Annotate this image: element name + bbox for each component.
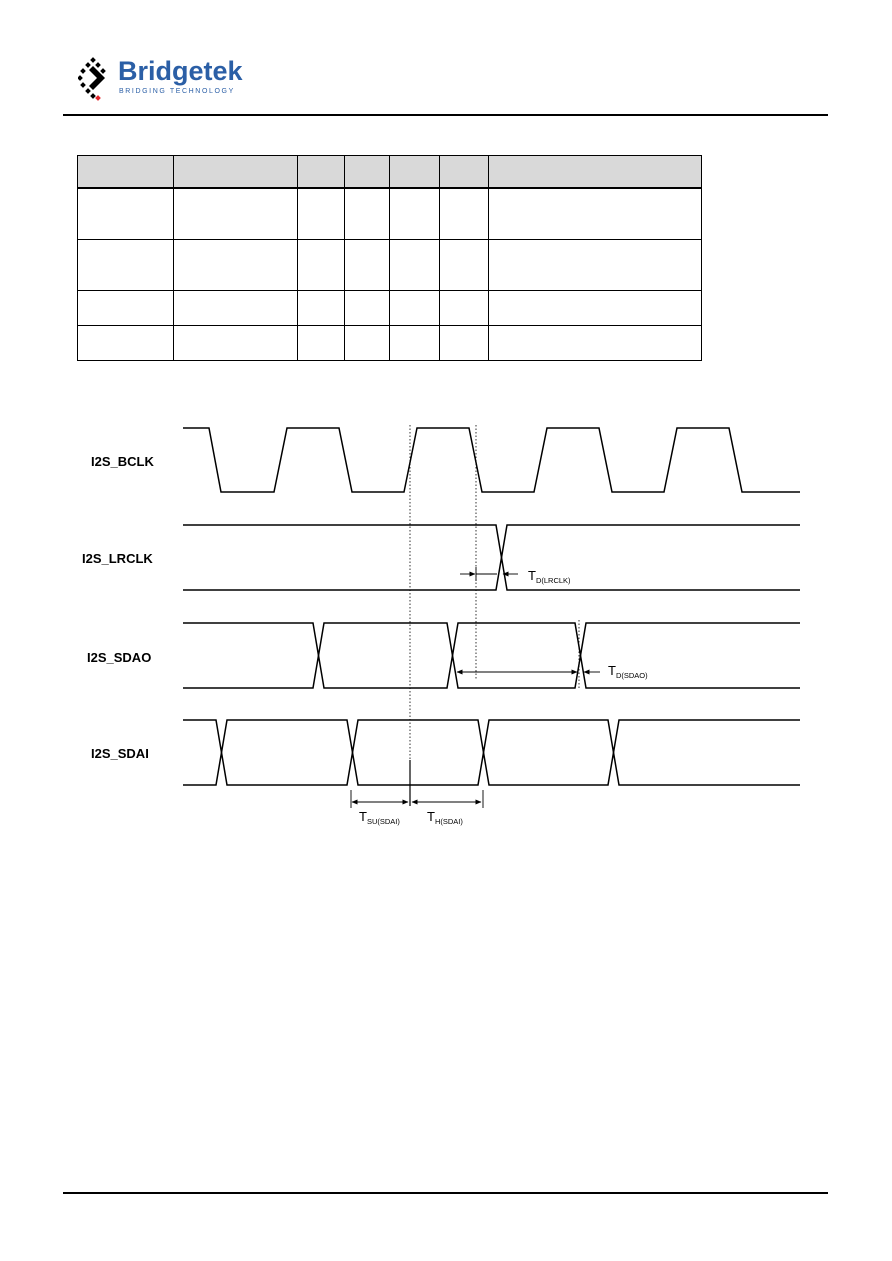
signal-label-sdao: I2S_SDAO xyxy=(87,650,152,665)
signal-label-lrclk: I2S_LRCLK xyxy=(82,551,153,566)
logo-wordmark: Bridgetek xyxy=(118,56,243,86)
tsu-th-sdai-marker xyxy=(351,760,483,808)
sdai-waveform xyxy=(183,720,800,785)
th-sdai-label: TH(SDAI) xyxy=(427,809,463,826)
sdao-waveform xyxy=(183,623,800,688)
signal-label-bclk: I2S_BCLK xyxy=(91,454,154,469)
tsu-sdai-label: TSU(SDAI) xyxy=(359,809,400,826)
lrclk-waveform xyxy=(183,525,800,590)
td-lrclk-label: TD(LRCLK) xyxy=(528,568,571,585)
td-sdao-label: TD(SDAO) xyxy=(608,663,648,680)
footer-divider xyxy=(63,1192,828,1194)
td-lrclk-marker xyxy=(460,567,518,581)
logo-tagline: BRIDGING TECHNOLOGY xyxy=(119,88,235,95)
bclk-waveform xyxy=(183,428,800,492)
signal-label-sdai: I2S_SDAI xyxy=(91,746,149,761)
